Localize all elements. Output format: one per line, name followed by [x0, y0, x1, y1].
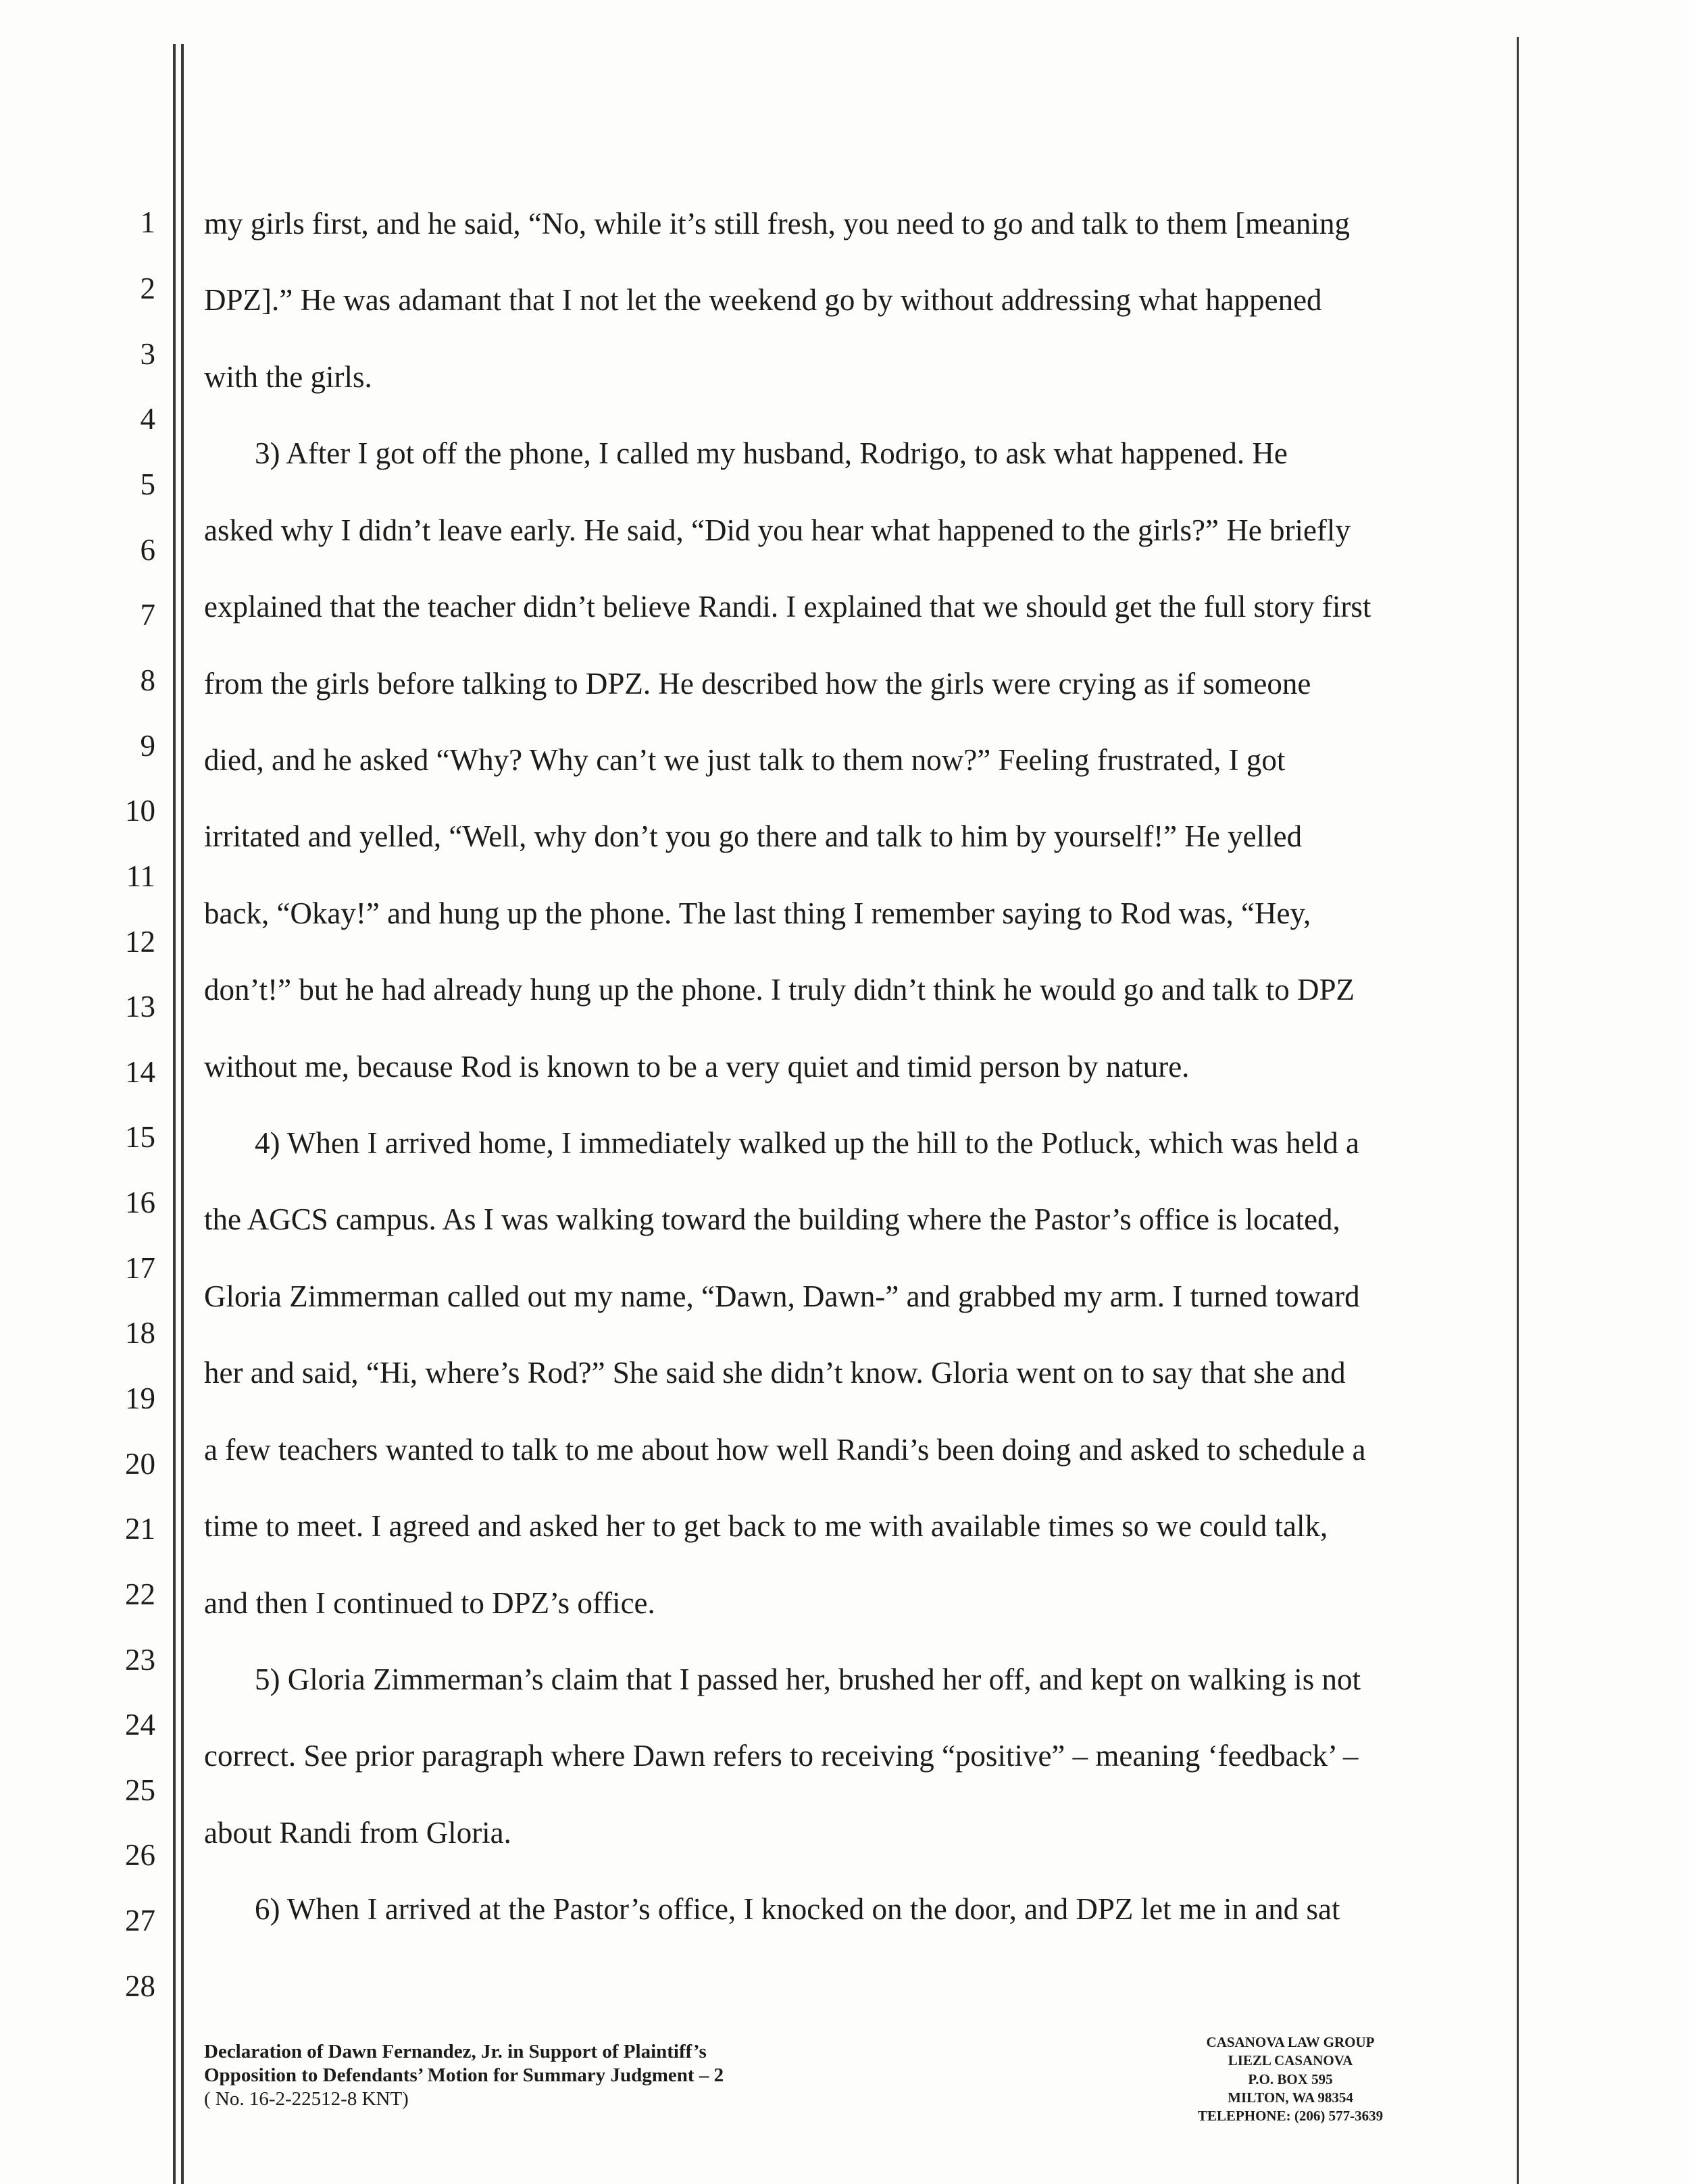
body-line: and then I continued to DPZ’s office. [204, 1586, 655, 1620]
line-number: 5 [140, 467, 155, 501]
case-number: ( No. 16-2-22512-8 KNT) [204, 2087, 409, 2110]
line-number: 15 [125, 1120, 155, 1154]
line-number: 2 [140, 272, 155, 305]
body-line: don’t!” but he had already hung up the phone. I truly didn’t think he would go and talk to DPZ [204, 973, 1355, 1007]
body-line: about Randi from Gloria. [204, 1816, 511, 1850]
body-line: my girls first, and he said, “No, while it’s still fresh, you need to go and talk to them [meaning [204, 207, 1350, 240]
line-number: 14 [125, 1055, 155, 1089]
line-number: 6 [140, 533, 155, 567]
body-line: explained that the teacher didn’t believe Randi. I explained that we should get the full story first [204, 590, 1371, 624]
po-box: P.O. BOX 595 [1248, 2071, 1333, 2087]
firm-name: CASANOVA LAW GROUP [1206, 2034, 1375, 2050]
line-number: 3 [140, 337, 155, 371]
body-line: her and said, “Hi, where’s Rod?” She said she didn’t know. Gloria went on to say that she and [204, 1356, 1346, 1390]
line-number: 25 [125, 1773, 155, 1807]
telephone: TELEPHONE: (206) 577-3639 [1197, 2108, 1384, 2125]
body-line: the AGCS campus. As I was walking toward the building where the Pastor’s office is located, [204, 1202, 1340, 1236]
body-line: correct. See prior paragraph where Dawn refers to receiving “positive” – meaning ‘feedback’ – [204, 1739, 1359, 1773]
body-line: a few teachers wanted to talk to me about how well Randi’s been doing and asked to schedule a [204, 1433, 1366, 1467]
line-number: 4 [140, 402, 155, 436]
body-line: irritated and yelled, “Well, why don’t you go there and talk to him by yourself!” He yelled [204, 819, 1303, 853]
body-line: with the girls. [204, 360, 372, 394]
line-number: 17 [125, 1251, 155, 1285]
body-line: Gloria Zimmerman called out my name, “Dawn, Dawn-” and grabbed my arm. I turned toward [204, 1279, 1360, 1313]
line-number: 16 [125, 1186, 155, 1219]
body-line: asked why I didn’t leave early. He said, “Did you hear what happened to the girls?” He briefly [204, 513, 1351, 547]
line-numbers [101, 0, 155, 2027]
line-number: 7 [140, 598, 155, 632]
line-number: 9 [140, 729, 155, 763]
left-margin-rule-2 [181, 44, 184, 2184]
law-firm-block [1142, 2033, 1439, 2125]
body-line: 3) After I got off the phone, I called my husband, Rodrigo, to ask what happened. He [255, 436, 1288, 470]
declaration-body [204, 0, 1498, 1993]
line-number: 12 [125, 925, 155, 959]
line-number: 27 [125, 1904, 155, 1937]
line-number: 26 [125, 1838, 155, 1872]
body-line: from the girls before talking to DPZ. He described how the girls were crying as if someone [204, 667, 1311, 701]
line-number: 18 [125, 1316, 155, 1350]
line-number: 28 [125, 1969, 155, 2003]
line-number: 13 [125, 990, 155, 1023]
body-line: 6) When I arrived at the Pastor’s office, I knocked on the door, and DPZ let me in and sat [255, 1892, 1340, 1926]
city-line: MILTON, WA 98354 [1228, 2089, 1353, 2106]
body-line: time to meet. I agreed and asked her to get back to me with available times so we could talk, [204, 1509, 1328, 1543]
line-number: 10 [125, 794, 155, 828]
line-number: 19 [125, 1381, 155, 1415]
body-line: DPZ].” He was adamant that I not let the weekend go by without addressing what happened [204, 283, 1322, 317]
body-line: 4) When I arrived home, I immediately walked up the hill to the Potluck, which was held a [255, 1126, 1359, 1160]
body-line: 5) Gloria Zimmerman’s claim that I passed her, brushed her off, and kept on walking is not [255, 1662, 1361, 1696]
footer-title-line-2: Opposition to Defendants’ Motion for Summary Judgment – 2 [204, 2064, 724, 2086]
line-number: 22 [125, 1577, 155, 1611]
line-number: 21 [125, 1512, 155, 1546]
body-line: back, “Okay!” and hung up the phone. The last thing I remember saying to Rod was, “Hey, [204, 896, 1311, 930]
attorney-name: LIEZL CASANOVA [1228, 2052, 1353, 2069]
line-number: 20 [125, 1447, 155, 1481]
body-line: without me, because Rod is known to be a very quiet and timid person by nature. [204, 1050, 1190, 1084]
line-number: 11 [126, 859, 155, 893]
document-title-footer [204, 2040, 880, 2110]
line-number: 8 [140, 663, 155, 697]
line-number: 23 [125, 1643, 155, 1677]
line-number: 1 [140, 205, 155, 239]
right-margin-rule [1517, 37, 1519, 2184]
line-number: 24 [125, 1708, 155, 1742]
footer-title-line-1: Declaration of Dawn Fernandez, Jr. in Support of Plaintiff’s [204, 2041, 707, 2062]
left-margin-rule-1 [173, 44, 176, 2184]
body-line: died, and he asked “Why? Why can’t we just talk to them now?” Feeling frustrated, I got [204, 743, 1286, 777]
